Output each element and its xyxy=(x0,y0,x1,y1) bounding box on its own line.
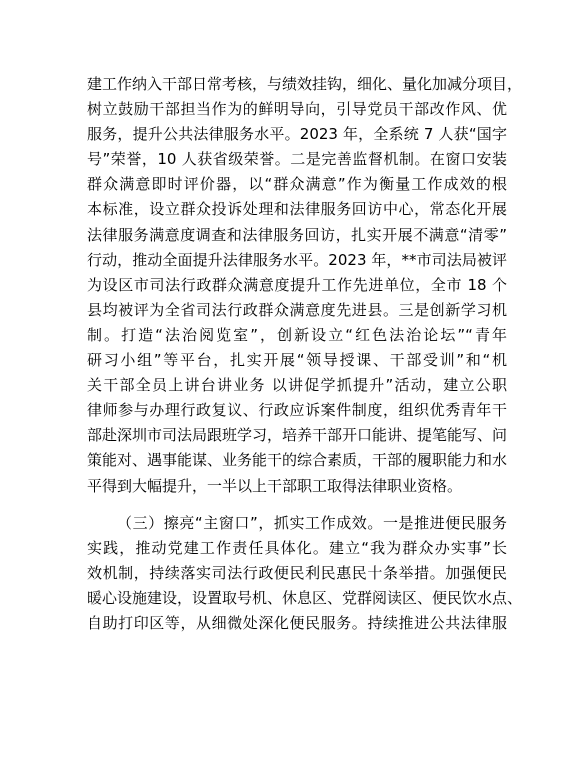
text-line: 为设区市司法行政群众满意度提升工作先进单位，全市 18 个 xyxy=(87,275,507,294)
text-line: 自助打印区等，从细微处深化便民服务。持续推进公共法律服 xyxy=(87,613,507,632)
text-line: 号”荣誉，10 人获省级荣誉。二是完善监督机制。在窗口安装 xyxy=(87,150,507,169)
text-line: 策能对、遇事能谋、业务能干的综合素质，干部的履职能力和水 xyxy=(87,451,508,470)
text-line: 效机制，持续落实司法行政便民利民惠民十条举措。加强便民 xyxy=(87,563,507,582)
text-line: 群众满意即时评价器，以“群众满意”作为衡量工作成效的根 xyxy=(87,175,507,194)
text-line: 树立鼓励干部担当作为的鲜明导向，引导党员干部改作风、优 xyxy=(87,100,507,119)
text-line: 法律服务满意度调查和法律服务回访，扎实开展不满意“清零” xyxy=(87,225,507,244)
text-line: 律师参与办理行政复议、行政应诉案件制度，组织优秀青年干 xyxy=(87,401,507,420)
text-line: 实践，推动党建工作责任具体化。建立“我为群众办实事”长 xyxy=(87,538,507,557)
text-line: 关干部全员上讲台讲业务 以讲促学抓提升”活动，建立公职 xyxy=(87,376,507,395)
text-line: 服务，提升公共法律服务水平。2023 年，全系统 7 人获“国字 xyxy=(87,125,507,144)
text-line: 部赴深圳市司法局跟班学习，培养干部开口能讲、提笔能写、问 xyxy=(87,426,508,445)
text-line: 行动，推动全面提升法律服务水平。2023 年，**市司法局被评 xyxy=(87,250,507,269)
text-line: 平得到大幅提升，一半以上干部职工取得法律职业资格。 xyxy=(87,476,463,495)
text-line: 制。打造“法治阅览室”，创新设立“红色法治论坛”“青年 xyxy=(87,325,507,344)
text-line: 本标准，设立群众投诉处理和法律服务回访中心，常态化开展 xyxy=(87,200,507,219)
text-line: 研习小组”等平台，扎实开展“领导授课、干部受训”和“机 xyxy=(87,351,507,370)
text-line: （三）擦亮“主窗口”，抓实工作成效。一是推进便民服务 xyxy=(117,513,507,532)
paragraph-2 xyxy=(87,511,523,636)
document-body xyxy=(87,72,523,636)
paragraph-gap xyxy=(87,499,507,511)
text-line: 县均被评为全省司法行政群众满意度先进县。三是创新学习机 xyxy=(87,300,507,319)
paragraph-1 xyxy=(87,72,523,499)
text-line: 建工作纳入干部日常考核，与绩效挂钩，细化、量化加减分项目， xyxy=(87,75,523,93)
text-line: 暖心设施建设，设置取号机、休息区、党群阅读区、便民饮水点、 xyxy=(87,588,523,607)
